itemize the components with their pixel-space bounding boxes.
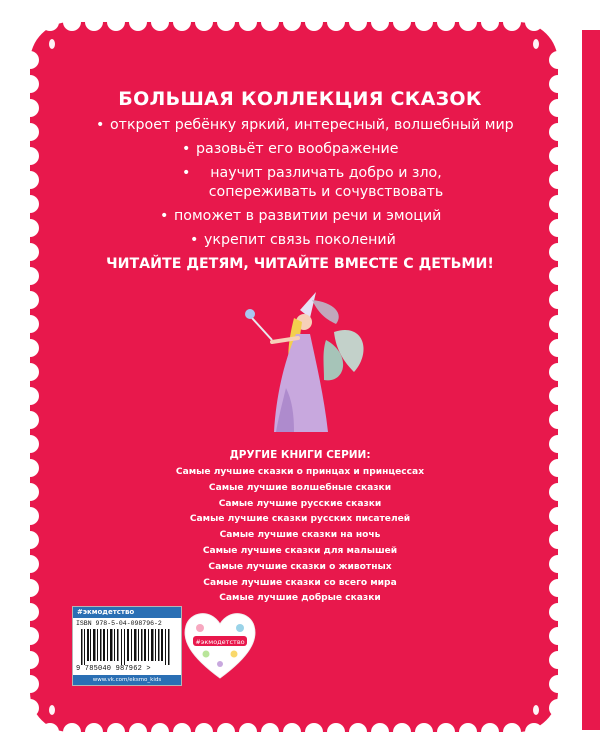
list-item: Самые лучшие волшебные сказки bbox=[208, 482, 392, 493]
heart-badge bbox=[180, 604, 260, 684]
list-item: Самые лучшие сказки со всего мира bbox=[203, 577, 397, 588]
bullet-dot: • bbox=[182, 141, 191, 157]
isbn-text: ISBN 978-5-04-098796-2 bbox=[76, 620, 162, 627]
series-title: ДРУГИЕ КНИГИ СЕРИИ: bbox=[229, 449, 371, 461]
barcode-box bbox=[72, 606, 182, 686]
list-item: Самые лучшие сказки о принцах и принцессах bbox=[175, 467, 425, 477]
list-item bbox=[160, 207, 516, 226]
headline: БОЛЬШАЯ КОЛЛЕКЦИЯ СКАЗОК bbox=[118, 88, 482, 110]
list-item bbox=[182, 164, 456, 202]
hashtag-bar: #экмодетство bbox=[73, 607, 181, 618]
benefits-list bbox=[86, 116, 516, 255]
slogan: ЧИТАЙТЕ ДЕТЯМ, ЧИТАЙТЕ ВМЕСТЕ С ДЕТЬМИ! bbox=[106, 256, 494, 272]
list-item bbox=[96, 116, 516, 135]
fairy-illustration bbox=[224, 292, 374, 438]
lace-top bbox=[41, 13, 543, 31]
list-item-text: откроет ребёнку яркий, интересный, волшебный мир bbox=[110, 117, 514, 133]
magic-wand bbox=[252, 318, 272, 340]
heart-hashtag: #экмодетство bbox=[195, 638, 245, 646]
fairy-veil bbox=[312, 300, 339, 324]
list-item-text: укрепит связь поколений bbox=[204, 232, 396, 248]
list-item: Самые лучшие добрые сказки bbox=[219, 593, 381, 604]
list-item: Самые лучшие сказки для малышей bbox=[202, 545, 398, 556]
bullet-dot: • bbox=[190, 232, 199, 248]
bullet-dot: • bbox=[160, 208, 169, 224]
series-books-list bbox=[0, 465, 600, 607]
list-item-text: научит различать добро и зло, сопереживать и сочувствовать bbox=[208, 165, 444, 200]
fairy-hat bbox=[300, 292, 316, 318]
list-item: Самые лучшие сказки на ночь bbox=[219, 530, 381, 541]
list-item: Самые лучшие сказки о животных bbox=[208, 561, 392, 572]
barcode-bars bbox=[81, 629, 173, 665]
list-item bbox=[182, 140, 516, 159]
lace-bottom bbox=[41, 723, 543, 741]
vk-link: www.vk.com/eksmo_kids bbox=[73, 675, 181, 685]
bullet-dot: • bbox=[182, 165, 191, 181]
list-item: Самые лучшие сказки русских писателей bbox=[189, 514, 411, 525]
barcode-digits: 9 785040 987962 > bbox=[76, 665, 151, 673]
list-item-text: поможет в развитии речи и эмоций bbox=[174, 208, 442, 224]
list-item-text: разовьёт его воображение bbox=[196, 141, 399, 157]
list-item bbox=[190, 231, 516, 250]
bullet-dot: • bbox=[96, 117, 105, 133]
wand-star bbox=[245, 309, 255, 319]
list-item: Самые лучшие русские сказки bbox=[218, 498, 382, 509]
